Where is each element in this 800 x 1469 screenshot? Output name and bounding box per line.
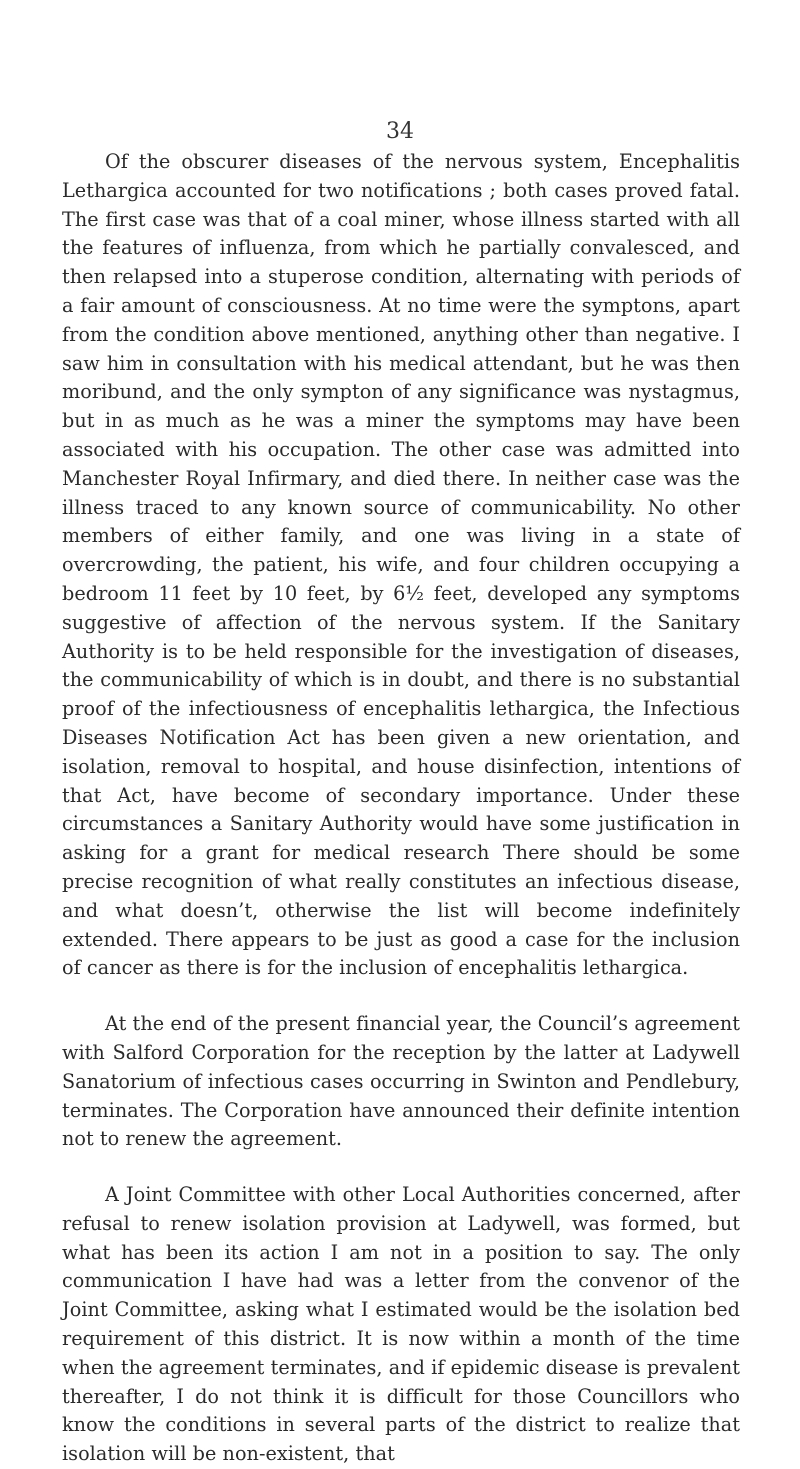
page-number: 34 <box>386 119 414 144</box>
body-text <box>62 148 740 1469</box>
paragraph-encephalitis: Of the obscurer diseases of the nervous system, Encephalitis Lethargica accounted for two notifications ; both cases proved fatal. The first case was that of a coal miner, whose illness started with all the features of influenza, from which he partially convalesced, and then relapsed into a stuperose condition, alternating with periods of a fair amount of consciousness. At no time were the symptons, apart from the condition above mentioned, anything other than negative. I saw him in consultation with his medical attendant, but he was then moribund, and the only sympton of any significance was nystagmus, but in as much as he was a miner the symptoms may have been associated with his occupation. The other case was admitted into Manchester Royal Infirmary, and died there. In neither case was the illness traced to any known source of communicability. No other members of either family, and one was living in a state of overcrowding, the patient, his wife, and four children occupying a bedroom 11 feet by 10 feet, by 6½ feet, developed any symptoms suggestive of affection of the nervous system. If the Sanitary Authority is to be held responsible for the investigation of diseases, the communicability of which is in doubt, and there is no substantial proof of the infectiousness of encephalitis lethargica, the Infectious Diseases Notification Act has been given a new orientation, and isolation, removal to hospital, and house disinfection, intentions of that Act, have become of secondary importance. Under these circumstances a Sanitary Authority would have some justification in asking for a grant for medical research There should be some precise recognition of what really constitutes an infectious disease, and what doesn’t, otherwise the list will become indefinitely extended. There appears to be just as good a case for the inclusion of cancer as there is for the inclusion of encephalitis lethargica. <box>62 150 740 980</box>
paragraph-joint-committee: A Joint Committee with other Local Authorities concerned, after refusal to renew isolation provision at Ladywell, was formed, but what has been its action I am not in a position to say. The only communication I have had was a letter from the convenor of the Joint Committee, asking what I estimated would be the isolation bed requirement of this district. It is now within a month of the time when the agreement terminates, and if epidemic disease is prevalent thereafter, I do not think it is difficult for those Councillors who know the conditions in several parts of the district to realize that isolation will be non-existent, that <box>62 1183 740 1466</box>
paragraph-salford-agreement: At the end of the present financial year, the Council’s agreement with Salford Corporation for the reception by the latter at Ladywell Sanatorium of infectious cases occurring in Swinton and Pendlebury, terminates. The Corporation have announced their definite intention not to renew the agreement. <box>62 1012 740 1151</box>
